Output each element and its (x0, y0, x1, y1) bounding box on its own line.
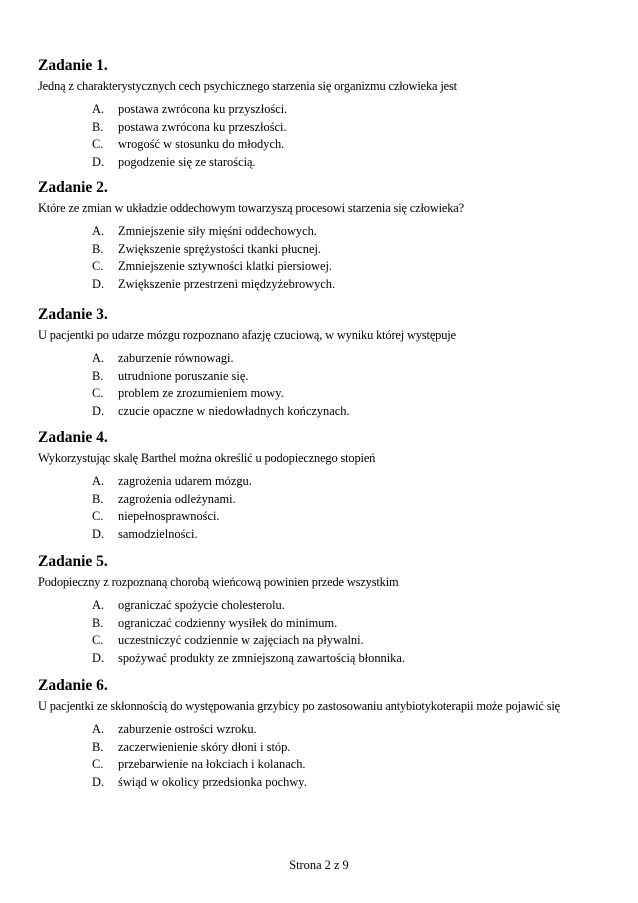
option-letter: D. (92, 276, 105, 291)
option-letter: C. (92, 259, 104, 273)
option-text: przebarwienie na łokciach i kolanach. (118, 757, 306, 771)
option-text: zaburzenie ostrości wzroku. (118, 722, 257, 736)
option-letter: A. (92, 598, 105, 612)
option-text: Zmniejszenie siły mięśni oddechowych. (118, 224, 317, 238)
option-letter: B. (92, 368, 104, 383)
answer-option (92, 615, 405, 633)
task-5 (38, 552, 608, 665)
option-letter: C. (92, 386, 104, 400)
option-text: zaburzenie równowagi. (118, 351, 234, 365)
option-letter: A. (92, 474, 105, 488)
option-letter: B. (92, 615, 104, 630)
option-text: świąd w okolicy przedsionka pochwy. (118, 774, 307, 789)
answer-option (92, 223, 335, 241)
option-text: Zwiększenie sprężystości tkanki płucnej. (118, 241, 322, 256)
answer-options (92, 473, 252, 543)
task-title: Zadanie 1. (38, 57, 108, 74)
option-letter: D. (92, 650, 105, 665)
option-text: zagrożenia odleżynami. (118, 491, 236, 506)
task-question: Które ze zmian w układzie oddechowym towarzyszą procesowi starzenia się człowieka? (38, 201, 465, 215)
task-title: Zadanie 3. (38, 306, 108, 323)
option-text: samodzielności. (118, 526, 198, 541)
answer-option (92, 403, 350, 421)
answer-option (92, 350, 350, 368)
answer-option (92, 136, 287, 154)
task-1 (38, 56, 608, 169)
option-text: Zwiększenie przestrzeni międzyżebrowych. (118, 276, 336, 291)
answer-option (92, 154, 287, 172)
answer-option (92, 368, 350, 386)
option-letter: A. (92, 102, 105, 116)
task-question: U pacjentki ze skłonnością do występowania grzybicy po zastosowaniu antybiotykoterapii może pojawić się (38, 699, 561, 713)
answer-options (92, 597, 405, 667)
answer-options (92, 350, 350, 420)
answer-option (92, 597, 405, 615)
option-letter: D. (92, 403, 105, 418)
answer-option (92, 508, 252, 526)
answer-options (92, 101, 287, 171)
answer-option (92, 721, 307, 739)
answer-option (92, 119, 287, 137)
answer-option (92, 385, 350, 403)
option-text: ograniczać codzienny wysiłek do minimum. (118, 615, 338, 630)
option-text: Zmniejszenie sztywności klatki piersiowej. (118, 259, 333, 273)
page-number: Strona 2 z 9 (289, 858, 349, 872)
option-letter: B. (92, 119, 104, 134)
task-question: Podopieczny z rozpoznaną chorobą wieńcową powinien przede wszystkim (38, 575, 399, 589)
option-text: postawa zwrócona ku przeszłości. (118, 119, 287, 134)
option-letter: D. (92, 774, 105, 789)
task-4 (38, 428, 608, 541)
option-text: czucie opaczne w niedowładnych kończynach. (118, 403, 350, 418)
option-text: pogodzenie się ze starością. (118, 154, 256, 169)
task-2 (38, 178, 608, 291)
answer-option (92, 241, 335, 259)
option-letter: A. (92, 224, 105, 238)
task-6 (38, 676, 608, 789)
answer-option (92, 258, 335, 276)
option-letter: C. (92, 757, 104, 771)
option-text: spożywać produkty ze zmniejszoną zawartością błonnika. (118, 650, 405, 665)
task-title: Zadanie 5. (38, 553, 108, 570)
task-title: Zadanie 4. (38, 429, 108, 446)
answer-option (92, 526, 252, 544)
option-letter: B. (92, 241, 104, 256)
option-letter: C. (92, 633, 104, 647)
answer-option (92, 774, 307, 792)
option-letter: A. (92, 722, 105, 736)
option-letter: D. (92, 526, 105, 541)
task-question: U pacjentki po udarze mózgu rozpoznano afazję czuciową, w wyniku której występuje (38, 328, 456, 342)
option-letter: C. (92, 509, 104, 523)
task-title: Zadanie 2. (38, 179, 108, 196)
answer-options (92, 721, 307, 791)
answer-option (92, 276, 335, 294)
answer-option (92, 473, 252, 491)
answer-option (92, 756, 307, 774)
option-text: utrudnione poruszanie się. (118, 368, 249, 383)
answer-option (92, 632, 405, 650)
answer-option (92, 101, 287, 119)
option-letter: C. (92, 137, 104, 151)
option-text: zaczerwienienie skóry dłoni i stóp. (118, 739, 291, 754)
task-question: Jedną z charakterystycznych cech psychicznego starzenia się organizmu człowieka jest (38, 79, 457, 93)
answer-option (92, 650, 405, 668)
option-text: uczestniczyć codziennie w zajęciach na pływalni. (118, 633, 364, 647)
option-text: wrogość w stosunku do młodych. (118, 137, 285, 151)
option-letter: A. (92, 351, 105, 365)
option-text: zagrożenia udarem mózgu. (118, 474, 252, 488)
task-question: Wykorzystując skalę Barthel można określić u podopiecznego stopień (38, 451, 376, 465)
option-text: postawa zwrócona ku przyszłości. (118, 102, 288, 116)
option-text: problem ze zrozumieniem mowy. (118, 386, 284, 400)
option-text: niepełnosprawności. (118, 509, 220, 523)
option-letter: B. (92, 739, 104, 754)
answer-option (92, 491, 252, 509)
task-3 (38, 305, 608, 418)
task-title: Zadanie 6. (38, 677, 108, 694)
answer-options (92, 223, 335, 293)
option-letter: B. (92, 491, 104, 506)
answer-option (92, 739, 307, 757)
option-letter: D. (92, 154, 105, 169)
option-text: ograniczać spożycie cholesterolu. (118, 598, 285, 612)
